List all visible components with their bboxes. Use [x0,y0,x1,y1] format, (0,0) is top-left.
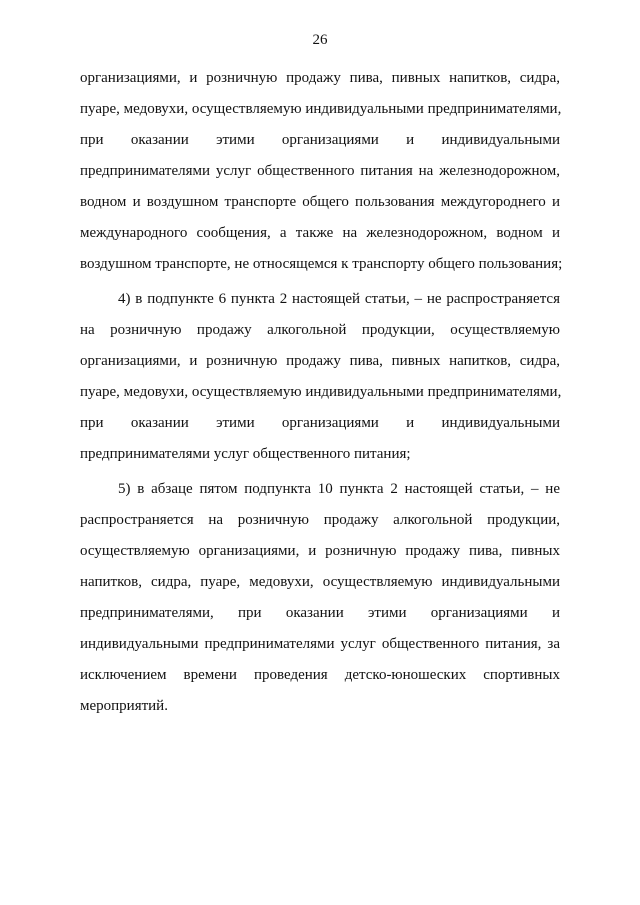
text-line: водном и воздушном транспорте общего пользования междугороднего и [80,194,560,210]
paragraph-4-start: 4) в подпункте 6 пункта 2 настоящей статьи, – не распространяется [118,291,560,307]
text-line: предпринимателями услуг общественного питания на железнодорожном, [80,163,560,179]
paragraph-5-start: 5) в абзаце пятом подпункта 10 пункта 2 настоящей статьи, – не [118,481,560,497]
text-line: на розничную продажу алкогольной продукции, осуществляемую [80,322,560,338]
text-line: при оказании этими организациями и индивидуальными [80,415,560,431]
page-number: 26 [312,32,328,48]
text-line: организациями, и розничную продажу пива, пивных напитков, сидра, [80,353,560,369]
text-line: международного сообщения, а также на железнодорожном, водном и [80,225,560,241]
text-line: предпринимателями услуг общественного питания; [80,446,411,462]
text-line: исключением времени проведения детско-юношеских спортивных [80,667,560,683]
text-line: пуаре, медовухи, осуществляемую индивидуальными предпринимателями, [80,384,562,400]
text-line: мероприятий. [80,698,168,714]
text-line: осуществляемую организациями, и розничную продажу пива, пивных [80,543,560,559]
text-line: предпринимателями, при оказании этими организациями и [80,605,560,621]
document-body [80,63,563,722]
text-line: распространяется на розничную продажу алкогольной продукции, [80,512,560,528]
text-line: организациями, и розничную продажу пива, пивных напитков, сидра, [80,70,560,86]
text-line: при оказании этими организациями и индивидуальными [80,132,560,148]
text-line: воздушном транспорте, не относящемся к транспорту общего пользования; [80,256,563,272]
text-line: пуаре, медовухи, осуществляемую индивидуальными предпринимателями, [80,101,562,117]
text-line: напитков, сидра, пуаре, медовухи, осуществляемую индивидуальными [80,574,560,590]
text-line: индивидуальными предпринимателями услуг общественного питания, за [80,636,560,652]
